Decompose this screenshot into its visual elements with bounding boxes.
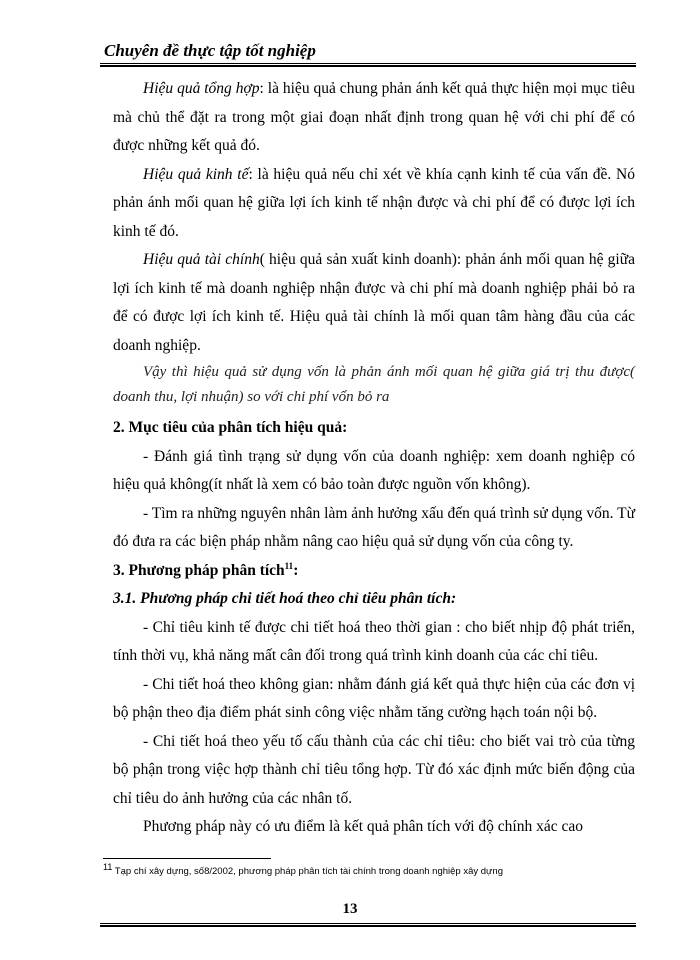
section-heading-3-text: 3. Phương pháp phân tích [113, 561, 285, 579]
section-heading-3-colon: : [293, 561, 299, 579]
paragraph-method-components: - Chi tiết hoá theo yếu tố cấu thành của các chỉ tiêu: cho biết vai trò của từng bộ phận trong việc hợp thành chỉ tiêu tổng hợp. Từ đó xác định mức biến động của chỉ tiêu do ảnh hưởng của các nhân tố. [113, 732, 635, 807]
paragraph-text: : là hiệu quả chung phản ánh kết quả thực hiện mọi mục tiêu mà chủ thể đặt ra trong một giai đoạn nhất định trong quan hệ với chi phí để có được những kết quả đó. [113, 80, 635, 154]
header-rule [100, 63, 636, 67]
page-number: 13 [342, 901, 358, 917]
section-heading-2: 2. Mục tiêu của phân tích hiệu quả: [113, 419, 348, 436]
term-hieu-qua-tai-chinh: Hiệu quả tài chính [143, 251, 260, 268]
term-hieu-qua-tong-hop: Hiệu quả tổng hợp [143, 80, 260, 97]
subsection-heading-3-1: 3.1. Phương pháp chi tiết hoá theo chỉ tiêu phân tích: [113, 590, 457, 607]
footnote [103, 861, 643, 878]
paragraph-hieu-qua-kinh-te [113, 161, 635, 247]
footnote-number: 11 [103, 861, 113, 872]
footnote-reference[interactable]: 11 [284, 560, 294, 571]
term-hieu-qua-kinh-te: Hiệu quả kinh tế [143, 165, 249, 183]
paragraph-method-advantage: Phương pháp này có ưu điểm là kết quả phân tích với độ chính xác cao [143, 818, 583, 835]
footer-rule [100, 923, 636, 927]
paragraph-method-space: - Chi tiết hoá theo không gian: nhằm đánh giá kết quả thực hiện của các đơn vị bộ phận theo địa điểm phát sinh công việc nhằm tăng cường hạch toán nội bộ. [113, 675, 635, 721]
paragraph-objective-2: - Tìm ra những nguyên nhân làm ảnh hưởng xấu đến quá trình sử dụng vốn. Từ đó đưa ra các biện pháp nhằm nâng cao hiệu quả sử dụng vốn của công ty. [113, 504, 635, 550]
paragraph-method-time: - Chỉ tiêu kinh tế được chi tiết hoá theo thời gian : cho biết nhịp độ phát triển, tính thời vụ, khả năng mất cân đối trong quá trình kinh doanh của các chỉ tiêu. [113, 618, 635, 664]
document-body [113, 75, 635, 842]
footnote-text: Tạp chí xây dựng, số8/2002, phương pháp phân tích tài chính trong doanh nghiệp xây dựng [112, 866, 503, 877]
paragraph-hieu-qua-tong-hop [113, 75, 635, 161]
footnote-rule [103, 858, 271, 859]
paragraph-hieu-qua-tai-chinh [113, 246, 635, 360]
page-header-title: Chuyên đề thực tập tốt nghiệp [104, 41, 316, 60]
paragraph-text: : là hiệu quả nếu chỉ xét về khía cạnh kinh tế của vấn đề. Nó phản ánh mối quan hệ giữa lợi ích kinh tế nhận được và chi phí để có được lợi ích kinh tế đó. [113, 165, 635, 240]
paragraph-objective-1: - Đánh giá tình trạng sử dụng vốn của doanh nghiệp: xem doanh nghiệp có hiệu quả không(ít nhất là xem có bảo toàn được nguồn vốn không). [113, 447, 635, 493]
paragraph-conclusion: Vậy thì hiệu quả sử dụng vốn là phản ánh mối quan hệ giữa giá trị thu được( doanh thu, lợi nhuận) so với chi phí vốn bỏ ra [113, 364, 635, 405]
section-heading-3 [113, 557, 635, 586]
paragraph-text: ( hiệu quả sản xuất kinh doanh): phản ánh mối quan hệ giữa lợi ích kinh tế mà doanh nghiệp nhận được và chi phí mà doanh nghiệp phải bỏ ra để có được lợi ích kinh tế. Hiệu quả tài chính là mối quan tâm hàng đầu của các doanh nghiệp. [113, 251, 635, 354]
